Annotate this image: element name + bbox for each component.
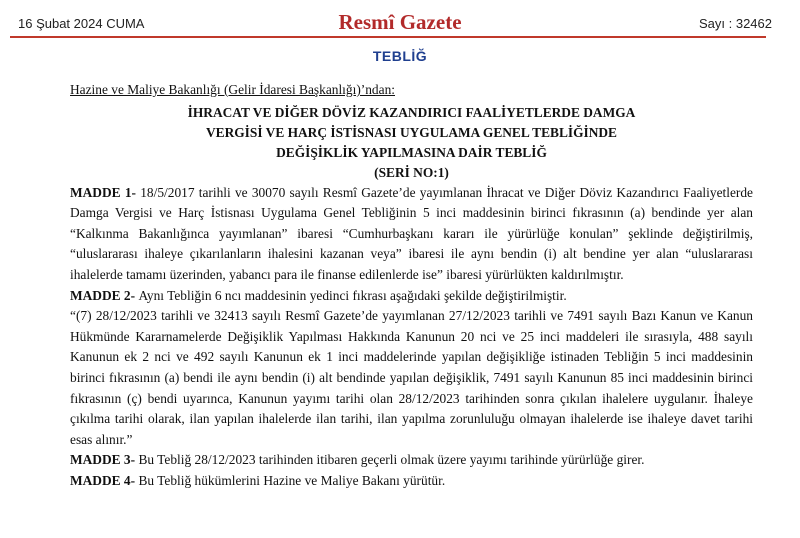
gazette-header <box>10 10 790 38</box>
article-label: MADDE 2- <box>70 287 139 303</box>
title-line: DEĞİŞİKLİK YAPILMASINA DAİR TEBLİĞ <box>276 144 547 160</box>
title-line: VERGİSİ VE HARÇ İSTİSNASI UYGULAMA GENEL TEBLİĞİNDE <box>205 124 617 140</box>
issue-date: 16 Şubat 2024 CUMA <box>18 16 145 31</box>
article-label: MADDE 4- <box>70 472 139 488</box>
document-body <box>70 80 753 492</box>
article-2 <box>70 286 753 307</box>
article-1 <box>70 183 753 286</box>
article-text: Bu Tebliğ 28/12/2023 tarihinden itibaren geçerli olmak üzere yayımı tarihinde yürürlüğe girer. <box>138 452 645 468</box>
article-label: MADDE 1- <box>70 184 141 200</box>
article-4 <box>70 471 753 492</box>
series-number: (SERİ NO:1) <box>374 164 449 180</box>
amended-paragraph-quote: “(7) 28/12/2023 tarihli ve 32413 sayılı Resmî Gazete’de yayımlanan 27/12/2023 tarihli ve 7491 sayılı Bazı Kanun ve Kanun Hükmünde Kararnamelerde Değişiklik Yapılması Hakkında Kanunun 20 nci ve 25 inci maddeleri ile sırasıyla, 488 sayılı Kanunun ek 2 nci ve 492 sayılı Kanunun ek 1 inci maddelerinde yapılan değişikliğe istinaden Tebliğin 5 inci maddesinin birinci fıkrasının (a) bendi ile aynı bendin (i) alt bendinde yapılan değişiklik, 7491 sayılı Kanunun 85 inci maddesinin birinci fıkrasının (ç) bendi uyarınca, Kanunun yayımı tarihi olan 28/12/2023 tarihinden sonra çıkılan ihalelere uygulanır. İhaleye çıkılma tarihi olarak, ilan yapılan ihalelerde ilan tarihi, ilan yapılma zorunluluğu olmayan ihalelerde ise ihaleye davet tarihi esas alınır.” <box>70 308 753 447</box>
header-divider <box>10 36 766 38</box>
article-text: Bu Tebliğ hükümlerini Hazine ve Maliye Bakanı yürütür. <box>138 472 446 488</box>
issuing-authority: Hazine ve Maliye Bakanlığı (Gelir İdaresi Başkanlığı)’ndan: <box>70 82 395 97</box>
article-label: MADDE 3- <box>70 452 139 468</box>
issue-number: Sayı : 32462 <box>699 16 772 31</box>
document-title <box>70 103 753 183</box>
gazette-title: Resmî Gazete <box>338 10 462 34</box>
article-3 <box>70 450 753 471</box>
article-text: 18/5/2017 tarihli ve 30070 sayılı Resmî Gazete’de yayımlanan İhracat ve Diğer Döviz Kazandırıcı Faaliyetlerde Damga Vergisi ve Harç İstisnası Uygulama Genel Tebliğinin 5 inci maddesinin birinci fıkrasının (a) bendinde yer alan “Kalkınma Bakanlığınca yayımlanan” ibaresi “Cumhurbaşkanı kararı ile yürürlüğe konulan” şeklinde değiştirilmiş, “uluslararası ihaleye çıkarılanların ihalesini kazanan veya” ibaresi ile aynı bendin (i) alt bendine yer alan “uluslararası ihalelerde tamamı üzerinden, yabancı para ile finanse edilenlerde ise” ibaresi yürürlükten kaldırılmıştır. <box>70 184 753 282</box>
article-text: Aynı Tebliğin 6 ncı maddesinin yedinci fıkrası aşağıdaki şekilde değiştirilmiştir. <box>138 287 567 303</box>
title-line: İHRACAT VE DİĞER DÖVİZ KAZANDIRICI FAALİYETLERDE DAMGA <box>187 104 636 120</box>
section-heading: TEBLİĞ <box>372 48 428 64</box>
